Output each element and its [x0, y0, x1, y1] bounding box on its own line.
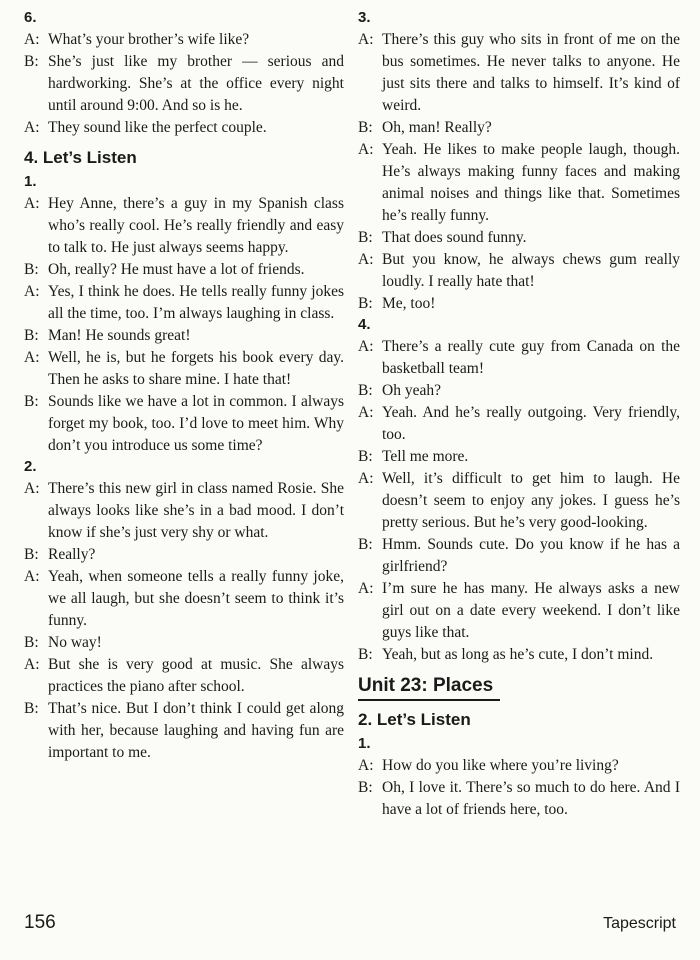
page-number: 156 [24, 912, 56, 933]
dialogue-line [24, 698, 344, 764]
dialogue-text: I’m sure he has many. He always asks a new girl out on a date every weekend. I don’t like guys like that. [382, 580, 680, 641]
dialogue-line [24, 478, 344, 544]
speaker-label: A: [24, 31, 40, 48]
dialogue-line [358, 402, 680, 446]
dialogue-line [24, 654, 344, 698]
dialogue-text: That’s nice. But I don’t think I could get along with her, because laughing and having fun are important to me. [48, 700, 344, 761]
dialogue-line [24, 632, 344, 654]
speaker-label: A: [358, 31, 374, 48]
speaker-label: A: [358, 251, 374, 268]
dialogue-line [358, 468, 680, 534]
dialogue-text: Hey Anne, there’s a guy in my Spanish class who’s really cool. He’s really friendly and easy to talk to. He just always seems happy. [48, 195, 344, 256]
dialogue-text: Oh, I love it. There’s so much to do here. And I have a lot of friends here, too. [382, 779, 680, 818]
unit-heading: Unit 23: Places [358, 674, 500, 701]
speaker-label: A: [358, 338, 374, 355]
speaker-label: B: [358, 646, 373, 663]
speaker-label: A: [358, 404, 374, 421]
dialogue-number: 1. [24, 173, 37, 190]
speaker-label: A: [358, 141, 374, 158]
speaker-label: A: [24, 195, 40, 212]
section-heading: 4. Let’s Listen [24, 148, 137, 167]
dialogue-line [358, 249, 680, 293]
dialogue-line [24, 347, 344, 391]
dialogue-line [24, 566, 344, 632]
dialogue-line [358, 755, 680, 777]
dialogue-text: Oh, really? He must have a lot of friends. [48, 261, 305, 278]
dialogue-number: 1. [358, 735, 371, 752]
right-column [358, 8, 680, 821]
dialogue-text: Sounds like we have a lot in common. I always forget my book, too. I’d love to meet him. Why don’t you introduce us some time? [48, 393, 344, 454]
speaker-label: A: [24, 283, 40, 300]
dialogue-number: 2. [24, 458, 37, 475]
dialogue-text: Well, it’s difficult to get him to laugh. He doesn’t seem to enjoy any jokes. I guess he’s pretty serious. But he’s very good-looking. [382, 470, 680, 531]
dialogue-text: Man! He sounds great! [48, 327, 191, 344]
dialogue-text: Oh yeah? [382, 382, 441, 399]
dialogue-line [358, 29, 680, 117]
dialogue-text: Yeah, but as long as he’s cute, I don’t mind. [382, 646, 654, 663]
dialogue-line [24, 544, 344, 566]
speaker-label: B: [24, 261, 39, 278]
dialogue-number: 4. [358, 316, 371, 333]
speaker-label: B: [358, 382, 373, 399]
left-column [24, 8, 344, 764]
dialogue-line [358, 293, 680, 315]
speaker-label: B: [358, 119, 373, 136]
dialogue-line [358, 578, 680, 644]
speaker-label: A: [24, 119, 40, 136]
dialogue-text: No way! [48, 634, 102, 651]
dialogue-text: How do you like where you’re living? [382, 757, 619, 774]
section-heading: 2. Let’s Listen [358, 710, 471, 729]
dialogue-text: Really? [48, 546, 96, 563]
speaker-label: B: [24, 327, 39, 344]
speaker-label: B: [24, 393, 39, 410]
speaker-label: B: [358, 448, 373, 465]
dialogue-text: There’s a really cute guy from Canada on the basketball team! [382, 338, 680, 377]
dialogue-line [358, 644, 680, 666]
dialogue-text: Yes, I think he does. He tells really funny jokes all the time, too. I’m always laughing in class. [48, 283, 344, 322]
dialogue-text: Well, he is, but he forgets his book every day. Then he asks to share mine. I hate that! [48, 349, 344, 388]
dialogue-number: 6. [24, 9, 37, 26]
dialogue-text: Tell me more. [382, 448, 469, 465]
dialogue-line [24, 51, 344, 117]
speaker-label: A: [358, 470, 374, 487]
dialogue-text: Yeah. And he’s really outgoing. Very friendly, too. [382, 404, 680, 443]
speaker-label: B: [24, 700, 39, 717]
speaker-label: A: [24, 480, 40, 497]
dialogue-text: Me, too! [382, 295, 436, 312]
speaker-label: A: [358, 580, 374, 597]
dialogue-line [358, 380, 680, 402]
speaker-label: B: [24, 634, 39, 651]
speaker-label: A: [24, 656, 40, 673]
dialogue-line [358, 777, 680, 821]
dialogue-text: She’s just like my brother — serious and hardworking. She’s at the office every night until around 9:00. And so is he. [48, 53, 344, 114]
speaker-label: A: [24, 568, 40, 585]
dialogue-text: Oh, man! Really? [382, 119, 492, 136]
dialogue-line [24, 325, 344, 347]
dialogue-text: What’s your brother’s wife like? [48, 31, 250, 48]
dialogue-line [358, 534, 680, 578]
dialogue-line [358, 227, 680, 249]
dialogue-text: That does sound funny. [382, 229, 527, 246]
dialogue-text: There’s this guy who sits in front of me on the bus sometimes. He never talks to anyone. He just sits there and talks to himself. It’s kind of weird. [382, 31, 680, 114]
speaker-label: B: [24, 53, 39, 70]
dialogue-line [24, 117, 344, 139]
dialogue-text: They sound like the perfect couple. [48, 119, 267, 136]
dialogue-line [24, 281, 344, 325]
dialogue-text: But you know, he always chews gum really loudly. I really hate that! [382, 251, 680, 290]
dialogue-line [24, 259, 344, 281]
dialogue-line [358, 336, 680, 380]
speaker-label: B: [358, 536, 373, 553]
dialogue-line [24, 193, 344, 259]
speaker-label: B: [358, 779, 373, 796]
speaker-label: B: [358, 229, 373, 246]
speaker-label: B: [358, 295, 373, 312]
speaker-label: B: [24, 546, 39, 563]
dialogue-line [24, 391, 344, 457]
speaker-label: A: [24, 349, 40, 366]
speaker-label: A: [358, 757, 374, 774]
dialogue-text: There’s this new girl in class named Rosie. She always looks like she’s in a bad mood. I don’t know if she’s just very shy or what. [48, 480, 344, 541]
dialogue-line [358, 446, 680, 468]
dialogue-line [358, 139, 680, 227]
dialogue-text: Hmm. Sounds cute. Do you know if he has a girlfriend? [382, 536, 680, 575]
dialogue-text: Yeah. He likes to make people laugh, though. He’s always making funny faces and making animal noises and things like that. Sometimes he’s really funny. [382, 141, 680, 224]
dialogue-text: But she is very good at music. She always practices the piano after school. [48, 656, 344, 695]
dialogue-line [24, 29, 344, 51]
running-footer: Tapescript [603, 915, 676, 932]
dialogue-line [358, 117, 680, 139]
dialogue-text: Yeah, when someone tells a really funny joke, we all laugh, but she doesn’t seem to think it’s funny. [48, 568, 344, 629]
dialogue-number: 3. [358, 9, 371, 26]
